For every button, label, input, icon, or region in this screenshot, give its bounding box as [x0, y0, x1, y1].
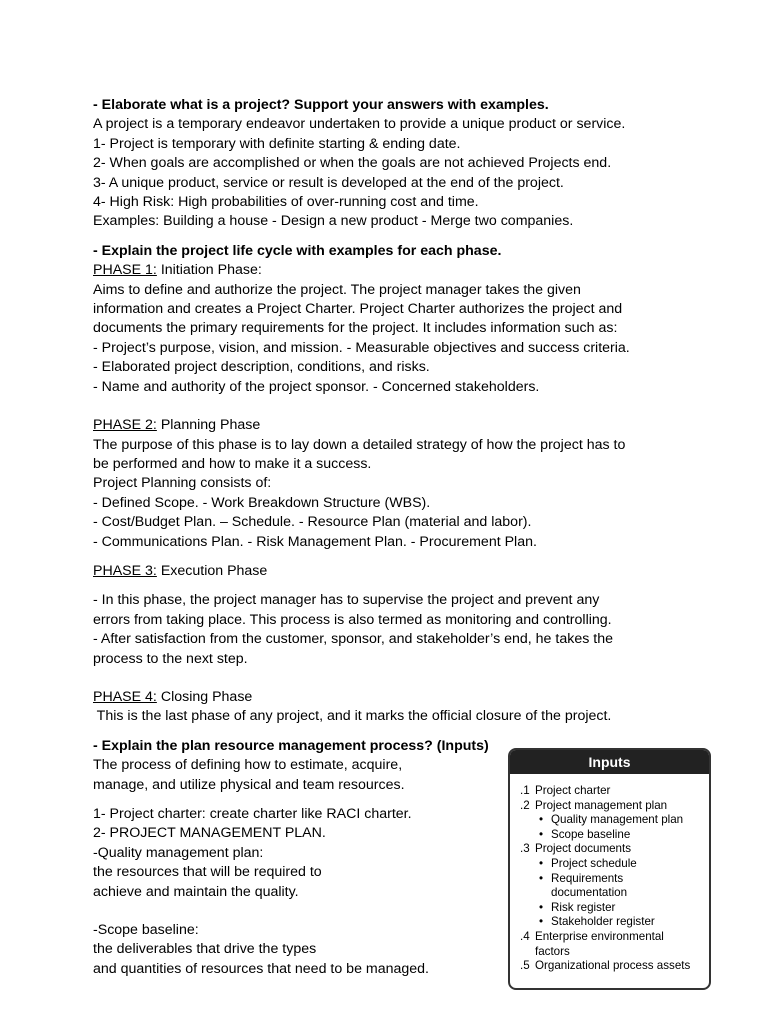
- phase-2-text: Project Planning consists of:: [93, 475, 272, 492]
- phase-1-text: - Elaborated project description, conditions, and risks.: [93, 359, 430, 376]
- item-number: .3: [520, 842, 530, 856]
- input-item: the resources that will be required to: [93, 864, 322, 881]
- bullet-icon: •: [539, 871, 544, 885]
- phase-1-heading: [93, 261, 693, 280]
- intro-line: manage, and utilize physical and team resources.: [93, 776, 405, 793]
- item-text: Enterprise environmental: [535, 929, 664, 943]
- inputs-item: [520, 959, 709, 974]
- project-definition: A project is a temporary endeavor undertaken to provide a unique product or service.: [93, 116, 626, 133]
- bullet-icon: •: [539, 856, 544, 870]
- question-2: - Explain the project life cycle with examples for each phase.: [93, 242, 502, 259]
- phase-2-title: Planning Phase: [156, 417, 261, 434]
- scope-line: and quantities of resources that need to be managed.: [93, 960, 430, 977]
- phase-1-text: Aims to define and authorize the project. The project manager takes the given: [93, 281, 581, 298]
- bullet-icon: •: [539, 813, 544, 827]
- subitem-text: Project schedule: [551, 856, 637, 870]
- phase-1-text: information and creates a Project Charter. Project Charter authorizes the project and: [93, 301, 623, 318]
- inputs-item: [520, 930, 709, 945]
- item-number: .2: [520, 798, 530, 812]
- phase-2-text: The purpose of this phase is to lay down a detailed strategy of how the project has to: [93, 436, 626, 453]
- inputs-item: [520, 784, 709, 799]
- point-4: 4- High Risk: High probabilities of over-running cost and time.: [93, 194, 479, 211]
- inputs-item: [520, 842, 709, 857]
- phase-4-text: This is the last phase of any project, and it marks the official closure of the project.: [93, 708, 612, 725]
- phase-2-heading: [93, 416, 693, 435]
- phase-3-text: process to the next step.: [93, 650, 248, 667]
- phase-2-text: - Cost/Budget Plan. – Schedule. - Resource Plan (material and labor).: [93, 514, 532, 531]
- inputs-subitem: [520, 828, 709, 843]
- item-number: .5: [520, 959, 530, 973]
- input-item: achieve and maintain the quality.: [93, 883, 299, 900]
- phase-3-label: PHASE 3:: [93, 562, 157, 579]
- subitem-continuation: documentation: [551, 886, 628, 900]
- scope-line: the deliverables that drive the types: [93, 941, 317, 958]
- bullet-icon: •: [539, 827, 544, 841]
- question-1: - Elaborate what is a project? Support your answers with examples.: [93, 97, 549, 113]
- inputs-subitem: [520, 872, 709, 887]
- phase-1-label: PHASE 1:: [93, 262, 157, 279]
- item-number: .1: [520, 784, 530, 797]
- point-3: 3- A unique product, service or result is developed at the end of the project.: [93, 174, 564, 191]
- inputs-title: Inputs: [510, 750, 709, 774]
- phase-2-text: - Defined Scope. - Work Breakdown Structure (WBS).: [93, 494, 431, 511]
- inputs-item: [520, 799, 709, 814]
- subitem-text: Requirements: [551, 871, 624, 885]
- subitem-text: Quality management plan: [551, 813, 684, 827]
- inputs-subitem: [520, 915, 709, 930]
- phase-2-text: be performed and how to make it a success.: [93, 455, 372, 472]
- phase-3-title: Execution Phase: [156, 562, 268, 579]
- phase-3-text: - In this phase, the project manager has to supervise the project and prevent any: [93, 592, 600, 609]
- bullet-icon: •: [539, 900, 544, 914]
- question-3: - Explain the plan resource management process? (Inputs): [93, 737, 489, 754]
- inputs-list: [510, 774, 709, 974]
- phase-1-text: documents the primary requirements for the project. It includes information such as:: [93, 320, 618, 337]
- phase-2-text: - Communications Plan. - Risk Management Plan. - Procurement Plan.: [93, 533, 537, 550]
- phase-3-heading: [93, 562, 693, 581]
- input-item: 1- Project charter: create charter like RACI charter.: [93, 806, 412, 822]
- item-text: Project charter: [535, 784, 611, 797]
- phase-4-label: PHASE 4:: [93, 688, 157, 705]
- phase-3-text: - After satisfaction from the customer, sponsor, and stakeholder’s end, he takes the: [93, 631, 613, 648]
- phase-4-title: Closing Phase: [156, 688, 253, 705]
- item-continuation: factors: [535, 944, 570, 958]
- examples-line: Examples: Building a house - Design a new product - Merge two companies.: [93, 213, 574, 230]
- input-item: 2- PROJECT MANAGEMENT PLAN.: [93, 825, 326, 842]
- subitem-text: Scope baseline: [551, 827, 631, 841]
- bullet-icon: •: [539, 915, 544, 929]
- phase-2-label: PHASE 2:: [93, 417, 157, 434]
- item-text: Project documents: [535, 842, 632, 856]
- scope-line: -Scope baseline:: [93, 922, 199, 939]
- phase-4-heading: [93, 688, 693, 707]
- phase-1-text: - Project’s purpose, vision, and mission. - Measurable objectives and success criteria.: [93, 339, 630, 356]
- inputs-subitem: [520, 901, 709, 916]
- intro-line: The process of defining how to estimate, acquire,: [93, 757, 403, 774]
- inputs-figure: [508, 748, 711, 990]
- inputs-subitem: [520, 857, 709, 872]
- item-text: Organizational process assets: [535, 959, 691, 973]
- phase-1-text: - Name and authority of the project sponsor. - Concerned stakeholders.: [93, 378, 540, 395]
- inputs-subitem: [520, 813, 709, 828]
- subitem-text: Risk register: [551, 900, 616, 914]
- input-item: -Quality management plan:: [93, 844, 264, 861]
- item-text: Project management plan: [535, 798, 668, 812]
- item-number: .4: [520, 929, 530, 943]
- phase-1-title: Initiation Phase:: [156, 262, 262, 279]
- point-1: 1- Project is temporary with definite starting & ending date.: [93, 135, 461, 152]
- point-2: 2- When goals are accomplished or when the goals are not achieved Projects end.: [93, 155, 612, 172]
- subitem-text: Stakeholder register: [551, 915, 655, 929]
- phase-3-text: errors from taking place. This process is also termed as monitoring and controlling.: [93, 611, 612, 628]
